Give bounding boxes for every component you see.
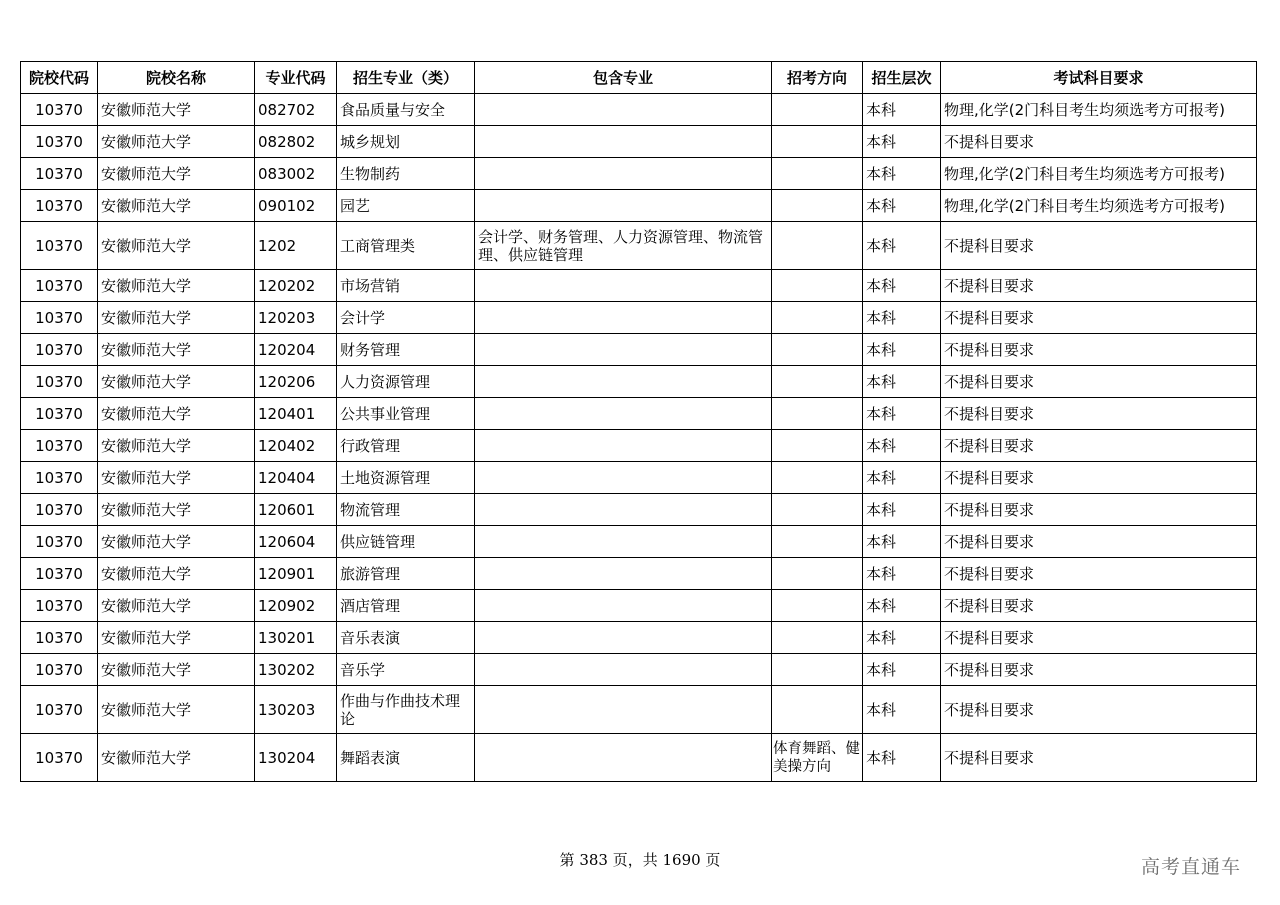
major-code-cell: 120601	[255, 494, 337, 526]
watermark-logo: 高考直通车	[1141, 856, 1242, 878]
included-majors-cell	[475, 734, 772, 782]
school-code-cell: 10370	[21, 270, 98, 302]
subject-requirement-cell: 不提科目要求	[941, 334, 1257, 366]
included-majors-cell: 会计学、财务管理、人力资源管理、物流管理、供应链管理	[475, 222, 772, 270]
included-majors-cell	[475, 590, 772, 622]
major-code-cell: 120206	[255, 366, 337, 398]
major-cell: 会计学	[337, 302, 475, 334]
major-cell: 作曲与作曲技术理论	[337, 686, 475, 734]
school-name-cell: 安徽师范大学	[98, 334, 255, 366]
direction-cell	[772, 654, 863, 686]
included-majors-cell	[475, 654, 772, 686]
school-name-cell: 安徽师范大学	[98, 398, 255, 430]
school-name-cell: 安徽师范大学	[98, 526, 255, 558]
subject-requirement-cell: 物理,化学(2门科目考生均须选考方可报考)	[941, 190, 1257, 222]
direction-cell	[772, 126, 863, 158]
school-name-cell: 安徽师范大学	[98, 686, 255, 734]
school-name-cell: 安徽师范大学	[98, 190, 255, 222]
major-cell: 供应链管理	[337, 526, 475, 558]
major-code-cell: 082802	[255, 126, 337, 158]
table-row	[21, 334, 1257, 366]
level-cell: 本科	[863, 526, 941, 558]
subject-requirement-cell: 不提科目要求	[941, 494, 1257, 526]
table-row	[21, 526, 1257, 558]
header-included-majors: 包含专业	[475, 62, 772, 94]
major-cell: 酒店管理	[337, 590, 475, 622]
level-cell: 本科	[863, 494, 941, 526]
level-cell: 本科	[863, 158, 941, 190]
major-cell: 财务管理	[337, 334, 475, 366]
direction-cell	[772, 94, 863, 126]
subject-requirement-cell: 不提科目要求	[941, 590, 1257, 622]
subject-requirement-cell: 不提科目要求	[941, 462, 1257, 494]
table-row	[21, 590, 1257, 622]
header-level: 招生层次	[863, 62, 941, 94]
school-code-cell: 10370	[21, 430, 98, 462]
table-row	[21, 462, 1257, 494]
school-name-cell: 安徽师范大学	[98, 734, 255, 782]
level-cell: 本科	[863, 622, 941, 654]
major-code-cell: 082702	[255, 94, 337, 126]
direction-cell: 体育舞蹈、健美操方向	[772, 734, 863, 782]
included-majors-cell	[475, 190, 772, 222]
table-row	[21, 270, 1257, 302]
school-name-cell: 安徽师范大学	[98, 158, 255, 190]
page-number: 第 383 页，共 1690 页	[559, 851, 721, 869]
school-code-cell: 10370	[21, 366, 98, 398]
major-cell: 市场营销	[337, 270, 475, 302]
major-cell: 城乡规划	[337, 126, 475, 158]
school-name-cell: 安徽师范大学	[98, 366, 255, 398]
school-code-cell: 10370	[21, 654, 98, 686]
included-majors-cell	[475, 494, 772, 526]
header-school-code: 院校代码	[21, 62, 98, 94]
level-cell: 本科	[863, 462, 941, 494]
subject-requirement-cell: 不提科目要求	[941, 302, 1257, 334]
level-cell: 本科	[863, 686, 941, 734]
school-name-cell: 安徽师范大学	[98, 302, 255, 334]
direction-cell	[772, 366, 863, 398]
major-code-cell: 1202	[255, 222, 337, 270]
major-code-cell: 120204	[255, 334, 337, 366]
direction-cell	[772, 190, 863, 222]
direction-cell	[772, 494, 863, 526]
major-cell: 人力资源管理	[337, 366, 475, 398]
direction-cell	[772, 334, 863, 366]
major-cell: 生物制药	[337, 158, 475, 190]
included-majors-cell	[475, 558, 772, 590]
direction-cell	[772, 526, 863, 558]
major-cell: 工商管理类	[337, 222, 475, 270]
school-code-cell: 10370	[21, 94, 98, 126]
major-code-cell: 120901	[255, 558, 337, 590]
school-name-cell: 安徽师范大学	[98, 222, 255, 270]
included-majors-cell	[475, 366, 772, 398]
major-cell: 音乐学	[337, 654, 475, 686]
school-code-cell: 10370	[21, 222, 98, 270]
school-code-cell: 10370	[21, 622, 98, 654]
school-code-cell: 10370	[21, 734, 98, 782]
school-name-cell: 安徽师范大学	[98, 430, 255, 462]
header-school-name: 院校名称	[98, 62, 255, 94]
table-header-row	[21, 62, 1257, 94]
direction-cell	[772, 398, 863, 430]
subject-requirement-cell: 不提科目要求	[941, 526, 1257, 558]
subject-requirement-cell: 不提科目要求	[941, 734, 1257, 782]
subject-requirement-cell: 不提科目要求	[941, 654, 1257, 686]
major-code-cell: 120401	[255, 398, 337, 430]
header-major: 招生专业（类）	[337, 62, 475, 94]
direction-cell	[772, 270, 863, 302]
school-code-cell: 10370	[21, 398, 98, 430]
level-cell: 本科	[863, 126, 941, 158]
school-name-cell: 安徽师范大学	[98, 622, 255, 654]
header-subject-requirement: 考试科目要求	[941, 62, 1257, 94]
level-cell: 本科	[863, 270, 941, 302]
subject-requirement-cell: 物理,化学(2门科目考生均须选考方可报考)	[941, 158, 1257, 190]
direction-cell	[772, 590, 863, 622]
major-cell: 音乐表演	[337, 622, 475, 654]
included-majors-cell	[475, 158, 772, 190]
included-majors-cell	[475, 302, 772, 334]
subject-requirement-cell: 不提科目要求	[941, 126, 1257, 158]
direction-cell	[772, 622, 863, 654]
level-cell: 本科	[863, 334, 941, 366]
major-cell: 物流管理	[337, 494, 475, 526]
table-row	[21, 494, 1257, 526]
school-code-cell: 10370	[21, 590, 98, 622]
school-name-cell: 安徽师范大学	[98, 590, 255, 622]
level-cell: 本科	[863, 190, 941, 222]
table-row	[21, 398, 1257, 430]
table-row	[21, 94, 1257, 126]
school-code-cell: 10370	[21, 686, 98, 734]
direction-cell	[772, 558, 863, 590]
major-cell: 行政管理	[337, 430, 475, 462]
level-cell: 本科	[863, 590, 941, 622]
major-cell: 土地资源管理	[337, 462, 475, 494]
table-row	[21, 158, 1257, 190]
included-majors-cell	[475, 94, 772, 126]
header-direction: 招考方向	[772, 62, 863, 94]
included-majors-cell	[475, 126, 772, 158]
level-cell: 本科	[863, 558, 941, 590]
table-body	[21, 94, 1257, 782]
major-cell: 舞蹈表演	[337, 734, 475, 782]
school-name-cell: 安徽师范大学	[98, 270, 255, 302]
table-row	[21, 430, 1257, 462]
level-cell: 本科	[863, 302, 941, 334]
table-row	[21, 622, 1257, 654]
major-code-cell: 130203	[255, 686, 337, 734]
level-cell: 本科	[863, 222, 941, 270]
school-name-cell: 安徽师范大学	[98, 654, 255, 686]
subject-requirement-cell: 不提科目要求	[941, 366, 1257, 398]
major-code-cell: 130204	[255, 734, 337, 782]
subject-requirement-cell: 不提科目要求	[941, 222, 1257, 270]
included-majors-cell	[475, 398, 772, 430]
major-cell: 公共事业管理	[337, 398, 475, 430]
subject-requirement-cell: 不提科目要求	[941, 686, 1257, 734]
table-row	[21, 734, 1257, 782]
school-name-cell: 安徽师范大学	[98, 94, 255, 126]
major-code-cell: 130201	[255, 622, 337, 654]
included-majors-cell	[475, 622, 772, 654]
major-cell: 食品质量与安全	[337, 94, 475, 126]
major-code-cell: 120202	[255, 270, 337, 302]
major-code-cell: 130202	[255, 654, 337, 686]
included-majors-cell	[475, 686, 772, 734]
major-code-cell: 120203	[255, 302, 337, 334]
school-name-cell: 安徽师范大学	[98, 558, 255, 590]
table-row	[21, 126, 1257, 158]
level-cell: 本科	[863, 94, 941, 126]
level-cell: 本科	[863, 654, 941, 686]
direction-cell	[772, 686, 863, 734]
included-majors-cell	[475, 526, 772, 558]
subject-requirement-cell: 不提科目要求	[941, 270, 1257, 302]
table-row	[21, 190, 1257, 222]
major-cell: 旅游管理	[337, 558, 475, 590]
school-code-cell: 10370	[21, 190, 98, 222]
school-name-cell: 安徽师范大学	[98, 494, 255, 526]
header-major-code: 专业代码	[255, 62, 337, 94]
table-row	[21, 558, 1257, 590]
school-code-cell: 10370	[21, 158, 98, 190]
school-code-cell: 10370	[21, 302, 98, 334]
direction-cell	[772, 462, 863, 494]
major-code-cell: 120404	[255, 462, 337, 494]
level-cell: 本科	[863, 430, 941, 462]
level-cell: 本科	[863, 398, 941, 430]
school-code-cell: 10370	[21, 462, 98, 494]
level-cell: 本科	[863, 366, 941, 398]
direction-cell	[772, 302, 863, 334]
table-row	[21, 222, 1257, 270]
subject-requirement-cell: 不提科目要求	[941, 430, 1257, 462]
major-code-cell: 120604	[255, 526, 337, 558]
school-code-cell: 10370	[21, 126, 98, 158]
major-code-cell: 120902	[255, 590, 337, 622]
admissions-table	[20, 61, 1257, 782]
subject-requirement-cell: 不提科目要求	[941, 622, 1257, 654]
major-code-cell: 083002	[255, 158, 337, 190]
school-code-cell: 10370	[21, 526, 98, 558]
subject-requirement-cell: 不提科目要求	[941, 558, 1257, 590]
major-cell: 园艺	[337, 190, 475, 222]
table-row	[21, 686, 1257, 734]
included-majors-cell	[475, 270, 772, 302]
school-code-cell: 10370	[21, 558, 98, 590]
school-name-cell: 安徽师范大学	[98, 126, 255, 158]
table-row	[21, 302, 1257, 334]
school-code-cell: 10370	[21, 334, 98, 366]
direction-cell	[772, 430, 863, 462]
level-cell: 本科	[863, 734, 941, 782]
direction-cell	[772, 158, 863, 190]
school-name-cell: 安徽师范大学	[98, 462, 255, 494]
subject-requirement-cell: 物理,化学(2门科目考生均须选考方可报考)	[941, 94, 1257, 126]
school-code-cell: 10370	[21, 494, 98, 526]
included-majors-cell	[475, 334, 772, 366]
subject-requirement-cell: 不提科目要求	[941, 398, 1257, 430]
table-row	[21, 654, 1257, 686]
direction-cell	[772, 222, 863, 270]
included-majors-cell	[475, 430, 772, 462]
major-code-cell: 120402	[255, 430, 337, 462]
table-row	[21, 366, 1257, 398]
included-majors-cell	[475, 462, 772, 494]
major-code-cell: 090102	[255, 190, 337, 222]
